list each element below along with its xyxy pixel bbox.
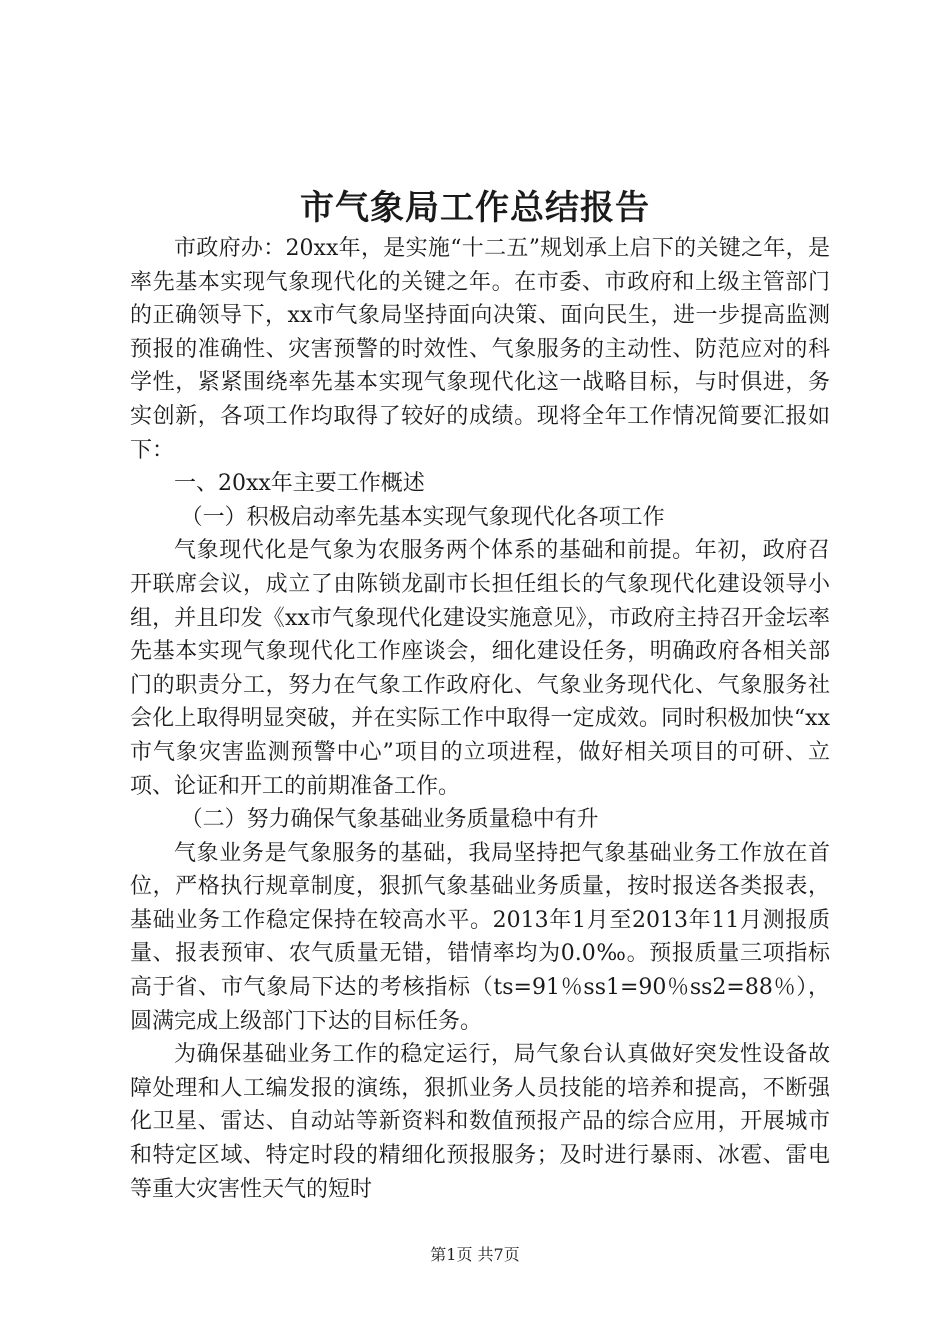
body-paragraph-3: 为确保基础业务工作的稳定运行，局气象台认真做好突发性设备故障处理和人工编发报的演练，狠抓业务人员技能的培养和提高，不断强化卫星、雷达、自动站等新资料和数值预报产品的综合应用，开展城市和特定区域、特定时段的精细化预报服务；及时进行暴雨、冰雹、雷电等重大灾害性天气的短时 [130, 1042, 830, 1202]
subsection-heading-1: （一）积极启动率先基本实现气象现代化各项工作 [180, 504, 665, 530]
subsection-heading-2: （二）努力确保气象基础业务质量稳中有升 [180, 807, 599, 833]
body-paragraph-1: 气象现代化是气象为农服务两个体系的基础和前提。年初，政府召开联席会议，成立了由陈锁龙副市长担任组长的气象现代化建设领导小组，并且印发《xx市气象现代化建设实施意见》，市政府主持召开金坛率先基本实现气象现代化工作座谈会，细化建设任务，明确政府各相关部门的职责分工，努力在气象工作政府化、气象业务现代化、气象服务社会化上取得明显突破，并在实际工作中取得一定成效。同时积极加快“xx市气象灾害监测预警中心”项目的立项进程，做好相关项目的可研、立项、论证和开工的前期准备工作。 [130, 538, 830, 799]
page-footer: 第1页 共7页 [430, 1245, 520, 1264]
intro-paragraph: 市政府办：20xx年，是实施“十二五”规划承上启下的关键之年，是率先基本实现气象现代化的关键之年。在市委、市政府和上级主管部门的正确领导下，xx市气象局坚持面向决策、面向民生，进一步提高监测预报的准确性、灾害预警的时效性、气象服务的主动性、防范应对的科学性，紧紧围绕率先基本实现气象现代化这一战略目标，与时俱进，务实创新，各项工作均取得了较好的成绩。现将全年工作情况简要汇报如下： [130, 236, 830, 463]
section-heading-1: 一、20xx年主要工作概述 [174, 471, 425, 497]
document-title: 市气象局工作总结报告 [300, 188, 650, 228]
document-body [130, 232, 830, 1206]
body-paragraph-2: 气象业务是气象服务的基础，我局坚持把气象基础业务工作放在首位，严格执行规章制度，狠抓气象基础业务质量，按时报送各类报表，基础业务工作稳定保持在较高水平。2013年1月至2013年11月测报质量、报表预审、农气质量无错，错情率均为0.0‰。预报质量三项指标高于省、市气象局下达的考核指标（ts=91％ss1=90％ss2=88％），圆满完成上级部门下达的目标任务。 [130, 840, 830, 1034]
